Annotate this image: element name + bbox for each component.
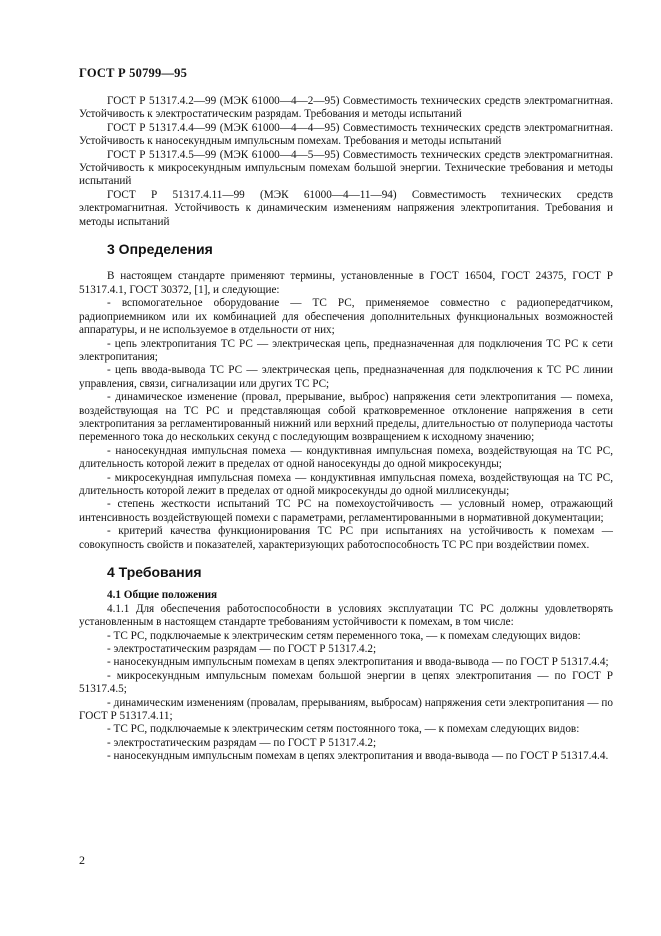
page-number: 2 (79, 853, 85, 867)
reference-item: ГОСТ Р 51317.4.4—99 (МЭК 61000—4—4—95) Совместимость технических средств электромагнитная. Устойчивость к наносекундным импульсным помехам. Требования и методы испытаний (79, 121, 613, 148)
section-4-heading: 4 Требования (107, 564, 202, 580)
document-body (79, 95, 613, 764)
clause-4-1-1: 4.1.1 Для обеспечения работоспособности в условиях эксплуатации ТС РС должны удовлетворять установленным в настоящем стандарте требованиям устойчивости к помехам, в том числе: (79, 602, 613, 629)
document-header: ГОСТ Р 50799—95 (79, 66, 188, 80)
definition-item: - цепь электропитания ТС РС — электрическая цепь, предназначенная для подключения ТС РС к сети электропитания; (79, 337, 613, 363)
definition-item: - степень жесткости испытаний ТС РС на помехоустойчивость — условный номер, отражающий интенсивность воздействующей помехи с параметрами, регламентированными в нормативной документации; (79, 498, 613, 524)
definition-item: - вспомогательное оборудование — ТС РС, применяемое совместно с радиопередатчиком, радиоприемником или их комбинацией для обеспечения дополнительных функциональных возможностей аппаратуры, и не используемое в отдельности от них; (79, 297, 613, 337)
definition-item: - цепь ввода-вывода ТС РС — электрическая цепь, предназначенная для подключения к ТС РС линии управления, связи, сигнализации или других ТС РС; (79, 364, 613, 390)
section-3-intro: В настоящем стандарте применяют термины, установленные в ГОСТ 16504, ГОСТ 24375, ГОСТ Р 51317.4.1, ГОСТ 30372, [1], и следующие: (79, 270, 613, 296)
requirement-item: - ТС РС, подключаемые к электрическим сетям переменного тока, — к помехам следующих видов: (107, 629, 581, 642)
reference-item: ГОСТ Р 51317.4.5—99 (МЭК 61000—4—5—95) Совместимость технических средств электромагнитная. Устойчивость к микросекундным импульсным помехам большой энергии. Технические требования и методы испытаний (79, 148, 613, 188)
definitions-list (79, 297, 613, 552)
requirement-item: - ТС РС, подключаемые к электрическим сетям постоянного тока, — к помехам следующих видов: (107, 723, 580, 736)
requirement-item: - микросекундным импульсным помехам большой энергии в цепях электропитания — по ГОСТ Р 51317.4.5; (79, 669, 613, 696)
requirement-item: - наносекундным импульсным помехам в цепях электропитания и ввода-вывода — по ГОСТ Р 51317.4.4. (107, 750, 609, 763)
definition-item: - наносекундная импульсная помеха — кондуктивная импульсная помеха, воздействующая на ТС РС, длительность которой лежит в пределах от одной наносекунды до одной микросекунды; (79, 444, 613, 471)
reference-item: ГОСТ Р 51317.4.11—99 (МЭК 61000—4—11—94) Совместимость технических средств электромагнитная. Устойчивость к динамическим изменениям напряжения электропитания. Требования и методы испытаний (79, 188, 613, 228)
requirement-item: - динамическим изменениям (провалам, прерываниям, выбросам) напряжения сети электропитания — по ГОСТ Р 51317.4.11; (79, 696, 613, 723)
requirement-item: - электростатическим разрядам — по ГОСТ Р 51317.4.2; (107, 643, 377, 656)
definition-item: - микросекундная импульсная помеха — кондуктивная импульсная помеха, воздействующая на ТС РС, длительность которой лежит в пределах от одной микросекунды до одной миллисекунды; (79, 471, 613, 497)
requirement-item: - наносекундным импульсным помехам в цепях электропитания и ввода-вывода — по ГОСТ Р 51317.4.4; (107, 656, 609, 669)
requirements-list (79, 630, 613, 764)
reference-item: ГОСТ Р 51317.4.2—99 (МЭК 61000—4—2—95) Совместимость технических средств электромагнитная. Устойчивость к электростатическим разрядам. Требования и методы испытаний (79, 95, 613, 121)
definition-item: - динамическое изменение (провал, прерывание, выброс) напряжения сети электропитания — помеха, воздействующая на ТС РС и представляющая собой кратковременное отклонение напряжения в сети электропитания за регламентированный нижний или верхний пределы, длительностью от полупериода частоты переменного тока до нескольких секунд с последующим возвращением к исходному значению; (79, 391, 613, 444)
subsection-4-1-heading: 4.1 Общие положения (107, 589, 218, 602)
section-3-heading: 3 Определения (107, 241, 213, 258)
definition-item: - критерий качества функционирования ТС РС при испытаниях на устойчивость к помехам — совокупность свойств и показателей, характеризующих работоспособность ТС РС при воздействии помех. (79, 525, 613, 551)
requirement-item: - электростатическим разрядам — по ГОСТ Р 51317.4.2; (107, 736, 377, 749)
